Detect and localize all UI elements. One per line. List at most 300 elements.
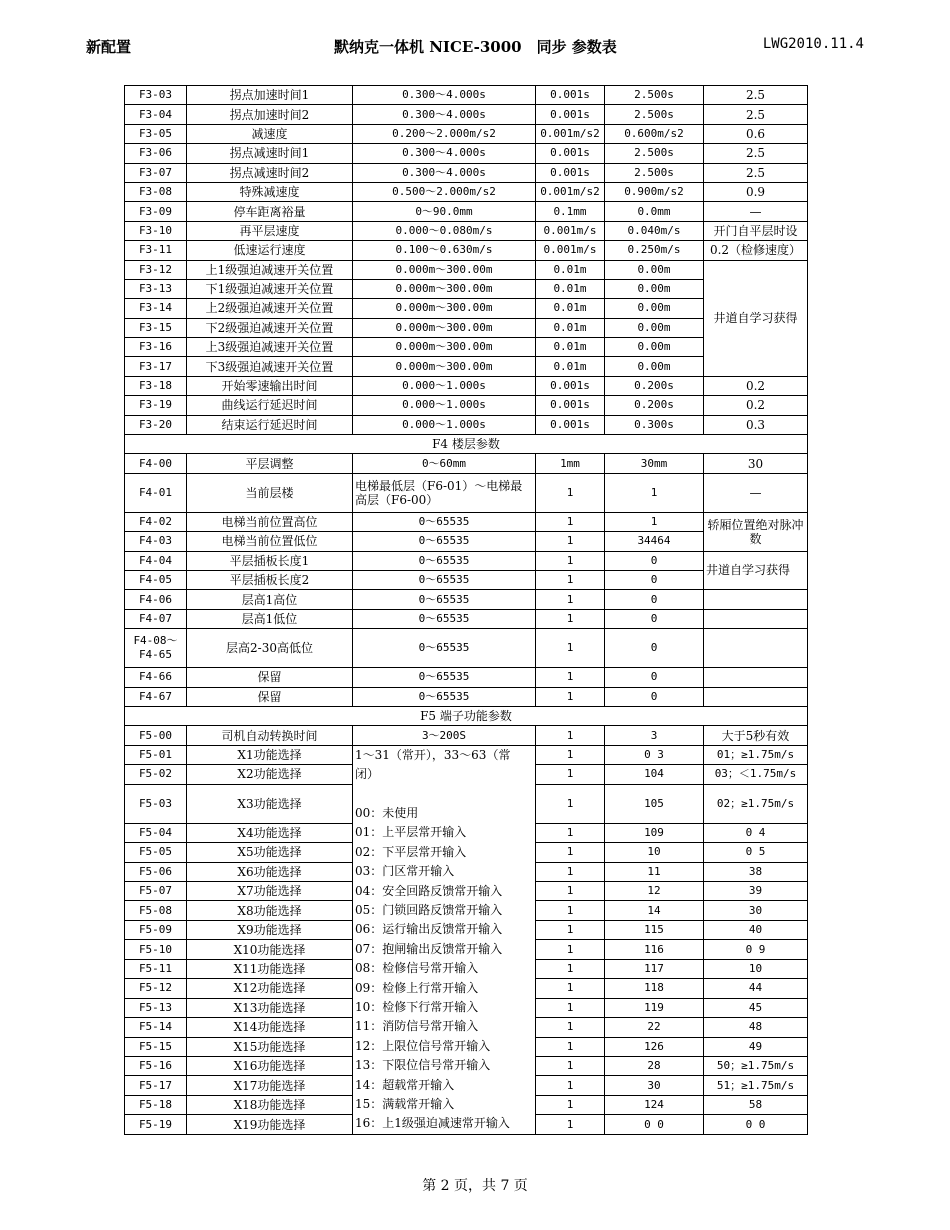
param-unit: 1 <box>536 609 605 628</box>
param-range: 0～65535 <box>353 512 536 531</box>
param-default: 126 <box>605 1037 704 1056</box>
param-default: 28 <box>605 1056 704 1075</box>
param-code: F4-08～ F4-65 <box>125 629 187 668</box>
table-row <box>125 396 808 415</box>
param-name: 停车距离裕量 <box>187 202 353 221</box>
param-code: F5-06 <box>125 862 187 881</box>
param-unit: 1 <box>536 687 605 706</box>
param-value: 大于5秒有效 <box>704 726 808 745</box>
param-unit: 0.001s <box>536 415 605 434</box>
param-unit: 1 <box>536 590 605 609</box>
param-unit: 0.001s <box>536 396 605 415</box>
param-range: 0～65535 <box>353 590 536 609</box>
param-name: 曲线运行延迟时间 <box>187 396 353 415</box>
param-code: F5-07 <box>125 882 187 901</box>
param-default: 104 <box>605 765 704 784</box>
param-default: 12 <box>605 882 704 901</box>
param-value: 0.6 <box>704 124 808 143</box>
param-range: 0.000～1.000s <box>353 396 536 415</box>
param-name: 平层插板长度1 <box>187 551 353 570</box>
param-name: X7功能选择 <box>187 882 353 901</box>
parameter-table <box>124 85 808 1135</box>
param-code: F3-05 <box>125 124 187 143</box>
section-title-f4: F4 楼层参数 <box>125 435 808 454</box>
param-name: 下1级强迫减速开关位置 <box>187 279 353 298</box>
param-unit: 0.001s <box>536 105 605 124</box>
param-unit: 1 <box>536 959 605 978</box>
table-row <box>125 376 808 395</box>
param-name: 保留 <box>187 668 353 687</box>
param-code: F5-11 <box>125 959 187 978</box>
param-default: 0.900m/s2 <box>605 182 704 201</box>
param-unit: 0.001m/s2 <box>536 124 605 143</box>
param-unit: 1 <box>536 843 605 862</box>
param-name: X3功能选择 <box>187 784 353 823</box>
param-unit: 1 <box>536 726 605 745</box>
param-unit: 0.001m/s <box>536 241 605 260</box>
section-title-f5: F5 端子功能参数 <box>125 706 808 725</box>
param-code: F3-13 <box>125 279 187 298</box>
param-code: F3-16 <box>125 338 187 357</box>
param-default: 117 <box>605 959 704 978</box>
param-code: F4-67 <box>125 687 187 706</box>
param-value: 2.5 <box>704 144 808 163</box>
param-default: 0 <box>605 609 704 628</box>
param-value: 2.5 <box>704 86 808 105</box>
param-name: 拐点减速时间1 <box>187 144 353 163</box>
param-default: 118 <box>605 979 704 998</box>
param-unit: 0.001s <box>536 376 605 395</box>
param-default: 0.00m <box>605 299 704 318</box>
param-code: F5-18 <box>125 1095 187 1114</box>
header-center-title: 默纳克一体机 NICE-3000 同步 参数表 <box>334 38 617 56</box>
param-range: 0.000～1.000s <box>353 376 536 395</box>
param-code: F5-13 <box>125 998 187 1017</box>
param-value: 51；≥1.75m/s <box>704 1076 808 1095</box>
table-row <box>125 163 808 182</box>
section-row <box>125 435 808 454</box>
param-unit: 0.01m <box>536 260 605 279</box>
param-code: F3-17 <box>125 357 187 376</box>
param-unit: 1 <box>536 629 605 668</box>
param-code: F4-04 <box>125 551 187 570</box>
param-value <box>704 590 808 609</box>
param-name: X6功能选择 <box>187 862 353 881</box>
param-unit: 1 <box>536 998 605 1017</box>
param-default: 10 <box>605 843 704 862</box>
param-default: 0 <box>605 551 704 570</box>
param-name: 拐点加速时间1 <box>187 86 353 105</box>
param-unit: 1 <box>536 784 605 823</box>
param-value: 30 <box>704 901 808 920</box>
param-code: F5-15 <box>125 1037 187 1056</box>
param-unit: 0.001s <box>536 144 605 163</box>
param-value: 2.5 <box>704 163 808 182</box>
table-row <box>125 629 808 668</box>
param-name: 平层调整 <box>187 454 353 473</box>
table-row <box>125 668 808 687</box>
param-value <box>704 668 808 687</box>
param-code: F4-03 <box>125 532 187 551</box>
param-default: 105 <box>605 784 704 823</box>
param-name: X18功能选择 <box>187 1095 353 1114</box>
param-unit: 1 <box>536 1076 605 1095</box>
param-unit: 0.01m <box>536 338 605 357</box>
param-code: F3-20 <box>125 415 187 434</box>
param-value: 30 <box>704 454 808 473</box>
param-code: F5-01 <box>125 745 187 764</box>
param-default: 0.200s <box>605 376 704 395</box>
param-default: 3 <box>605 726 704 745</box>
table-row <box>125 144 808 163</box>
param-name: X10功能选择 <box>187 940 353 959</box>
param-unit: 1 <box>536 901 605 920</box>
param-code: F3-08 <box>125 182 187 201</box>
param-range: 0.000m～300.00m <box>353 279 536 298</box>
param-default: 0 <box>605 668 704 687</box>
param-code: F4-02 <box>125 512 187 531</box>
param-name: X8功能选择 <box>187 901 353 920</box>
param-unit: 1 <box>536 551 605 570</box>
param-value: 2.5 <box>704 105 808 124</box>
param-name: 保留 <box>187 687 353 706</box>
param-unit: 1 <box>536 512 605 531</box>
param-default: 109 <box>605 823 704 842</box>
param-code: F3-14 <box>125 299 187 318</box>
param-unit: 0.001s <box>536 86 605 105</box>
param-value: 0.2（检修速度） <box>704 241 808 260</box>
param-name: 减速度 <box>187 124 353 143</box>
table-row <box>125 415 808 434</box>
param-value: 48 <box>704 1018 808 1037</box>
param-default: 0.600m/s2 <box>605 124 704 143</box>
param-unit: 0.001m/s <box>536 221 605 240</box>
param-range: 0～60mm <box>353 454 536 473</box>
param-default: 0.0mm <box>605 202 704 221</box>
param-unit: 0.1mm <box>536 202 605 221</box>
param-unit: 0.01m <box>536 318 605 337</box>
param-range: 0.300～4.000s <box>353 163 536 182</box>
param-name: 上3级强迫减速开关位置 <box>187 338 353 357</box>
param-default: 1 <box>605 473 704 512</box>
param-name: 结束运行延迟时间 <box>187 415 353 434</box>
param-default: 2.500s <box>605 144 704 163</box>
param-range: 0～65535 <box>353 570 536 589</box>
param-unit: 1 <box>536 862 605 881</box>
param-unit: 1 <box>536 1018 605 1037</box>
param-unit: 1mm <box>536 454 605 473</box>
param-name: 拐点减速时间2 <box>187 163 353 182</box>
param-range: 0.000m～300.00m <box>353 338 536 357</box>
param-unit: 1 <box>536 1056 605 1075</box>
param-range: 0.200～2.000m/s2 <box>353 124 536 143</box>
table-row <box>125 182 808 201</box>
param-name: 司机自动转换时间 <box>187 726 353 745</box>
param-value: 10 <box>704 959 808 978</box>
param-unit: 1 <box>536 979 605 998</box>
param-code: F3-12 <box>125 260 187 279</box>
param-name: 层高1低位 <box>187 609 353 628</box>
page-footer: 第 2 页，共 7 页 <box>422 1178 528 1194</box>
param-unit: 1 <box>536 1095 605 1114</box>
param-range: 0.000～0.080m/s <box>353 221 536 240</box>
param-name: 特殊减速度 <box>187 182 353 201</box>
param-unit: 1 <box>536 570 605 589</box>
param-range: 0.300～4.000s <box>353 144 536 163</box>
param-value: 0 0 <box>704 1115 808 1135</box>
param-name: 电梯当前位置高位 <box>187 512 353 531</box>
param-unit: 1 <box>536 765 605 784</box>
param-value: 0 4 <box>704 823 808 842</box>
param-default: 2.500s <box>605 105 704 124</box>
table-row <box>125 241 808 260</box>
param-unit: 1 <box>536 668 605 687</box>
param-code: F5-04 <box>125 823 187 842</box>
param-value: 03；＜1.75m/s <box>704 765 808 784</box>
param-code: F3-09 <box>125 202 187 221</box>
param-default: 1 <box>605 512 704 531</box>
param-name: 开始零速输出时间 <box>187 376 353 395</box>
param-value <box>704 629 808 668</box>
force-switch-note: 井道自学习获得 <box>704 260 808 376</box>
param-range: 0.000m～300.00m <box>353 318 536 337</box>
param-default: 0.00m <box>605 318 704 337</box>
param-range: 0.000～1.000s <box>353 415 536 434</box>
param-range: 0～65535 <box>353 609 536 628</box>
table-row <box>125 473 808 512</box>
param-default: 2.500s <box>605 163 704 182</box>
param-code: F5-08 <box>125 901 187 920</box>
param-name: 下3级强迫减速开关位置 <box>187 357 353 376</box>
table-row <box>125 726 808 745</box>
param-unit: 0.01m <box>536 279 605 298</box>
param-range: 0～65535 <box>353 532 536 551</box>
param-name: X5功能选择 <box>187 843 353 862</box>
param-code: F3-07 <box>125 163 187 182</box>
param-name: X12功能选择 <box>187 979 353 998</box>
table-row <box>125 609 808 628</box>
param-code: F3-18 <box>125 376 187 395</box>
param-value: 49 <box>704 1037 808 1056</box>
param-name: X15功能选择 <box>187 1037 353 1056</box>
param-code: F3-04 <box>125 105 187 124</box>
param-default: 14 <box>605 901 704 920</box>
param-range: 0～90.0mm <box>353 202 536 221</box>
param-value: — <box>704 202 808 221</box>
table-row <box>125 512 808 531</box>
param-unit: 0.01m <box>536 357 605 376</box>
param-name: 层高1高位 <box>187 590 353 609</box>
param-name: X1功能选择 <box>187 745 353 764</box>
param-unit: 1 <box>536 940 605 959</box>
param-unit: 1 <box>536 745 605 764</box>
param-value <box>704 687 808 706</box>
param-name: X17功能选择 <box>187 1076 353 1095</box>
param-value: 40 <box>704 920 808 939</box>
param-range: 0.300～4.000s <box>353 105 536 124</box>
param-default: 0 <box>605 570 704 589</box>
param-default: 115 <box>605 920 704 939</box>
param-unit: 1 <box>536 532 605 551</box>
param-name: 上1级强迫减速开关位置 <box>187 260 353 279</box>
param-code: F3-11 <box>125 241 187 260</box>
param-default: 116 <box>605 940 704 959</box>
param-name: X2功能选择 <box>187 765 353 784</box>
param-range: 0～65535 <box>353 687 536 706</box>
param-code: F5-05 <box>125 843 187 862</box>
param-value <box>704 609 808 628</box>
param-range: 0～65535 <box>353 551 536 570</box>
param-range: 0～65535 <box>353 629 536 668</box>
param-default: 34464 <box>605 532 704 551</box>
param-unit: 1 <box>536 1115 605 1135</box>
param-code: F3-19 <box>125 396 187 415</box>
param-default: 0.00m <box>605 338 704 357</box>
param-default: 119 <box>605 998 704 1017</box>
param-default: 2.500s <box>605 86 704 105</box>
param-name: 平层插板长度2 <box>187 570 353 589</box>
param-unit: 0.001s <box>536 163 605 182</box>
table-row <box>125 590 808 609</box>
param-default: 22 <box>605 1018 704 1037</box>
param-code: F5-16 <box>125 1056 187 1075</box>
param-range: 电梯最低层（F6-01）～电梯最高层（F6-00） <box>353 473 536 512</box>
param-value: 02；≥1.75m/s <box>704 784 808 823</box>
param-unit: 0.01m <box>536 299 605 318</box>
param-range: 0.000m～300.00m <box>353 357 536 376</box>
param-code: F3-10 <box>125 221 187 240</box>
param-value: 0 9 <box>704 940 808 959</box>
param-default: 0 <box>605 590 704 609</box>
plate-note: 井道自学习获得 <box>704 551 808 590</box>
param-name: X11功能选择 <box>187 959 353 978</box>
param-default: 11 <box>605 862 704 881</box>
param-code: F5-19 <box>125 1115 187 1135</box>
param-range: 0.500～2.000m/s2 <box>353 182 536 201</box>
table-row <box>125 124 808 143</box>
param-name: X9功能选择 <box>187 920 353 939</box>
param-range: 0.000m～300.00m <box>353 260 536 279</box>
f5-range-description: 1～31（常开），33～63（常闭） 00：未使用 01：上平层常开输入 02：下平层常开输入 03：门区常开输入 04：安全回路反馈常开输入 05：门锁回路反馈常开输入 06：运行输出反馈常开输入 07：抱闸输出反馈常开输入 08：检修信号常开输入 09：检修上行常开输入 10：检修下行常开输入 11：消防信号常开输入 12：上限位信号常开输入 13：下限位信号常开输入 14：超载常开输入 15：满载常开输入 16：上1级强迫减速常开输入 <box>353 745 536 1134</box>
param-code: F4-66 <box>125 668 187 687</box>
param-code: F4-07 <box>125 609 187 628</box>
param-name: 上2级强迫减速开关位置 <box>187 299 353 318</box>
param-default: 30 <box>605 1076 704 1095</box>
param-value: 39 <box>704 882 808 901</box>
param-code: F3-06 <box>125 144 187 163</box>
param-range: 3～200S <box>353 726 536 745</box>
table-row <box>125 221 808 240</box>
header-version: LWG2010.11.4 <box>762 36 864 52</box>
table-row <box>125 202 808 221</box>
param-range: 0～65535 <box>353 668 536 687</box>
position-note: 轿厢位置绝对脉冲数 <box>704 512 808 551</box>
param-name: 电梯当前位置低位 <box>187 532 353 551</box>
param-name: 层高2-30高低位 <box>187 629 353 668</box>
table-row <box>125 551 808 570</box>
param-unit: 1 <box>536 473 605 512</box>
table-row <box>125 260 808 279</box>
table-row <box>125 687 808 706</box>
param-default: 0 <box>605 629 704 668</box>
param-value: — <box>704 473 808 512</box>
param-name: 拐点加速时间2 <box>187 105 353 124</box>
param-name: 当前层楼 <box>187 473 353 512</box>
table-row <box>125 745 808 764</box>
param-code: F5-14 <box>125 1018 187 1037</box>
param-unit: 1 <box>536 920 605 939</box>
param-default: 0.250m/s <box>605 241 704 260</box>
param-default: 0 0 <box>605 1115 704 1135</box>
param-range: 0.000m～300.00m <box>353 299 536 318</box>
param-code: F3-03 <box>125 86 187 105</box>
param-range: 0.300～4.000s <box>353 86 536 105</box>
param-default: 0 <box>605 687 704 706</box>
param-code: F5-12 <box>125 979 187 998</box>
param-name: 再平层速度 <box>187 221 353 240</box>
table-row <box>125 86 808 105</box>
param-default: 0.040m/s <box>605 221 704 240</box>
param-code: F5-00 <box>125 726 187 745</box>
param-default: 30mm <box>605 454 704 473</box>
param-name: X13功能选择 <box>187 998 353 1017</box>
param-code: F5-17 <box>125 1076 187 1095</box>
param-value: 0.9 <box>704 182 808 201</box>
param-code: F5-03 <box>125 784 187 823</box>
param-default: 0.00m <box>605 260 704 279</box>
param-value: 0.3 <box>704 415 808 434</box>
param-default: 0.200s <box>605 396 704 415</box>
table-row <box>125 105 808 124</box>
param-code: F5-02 <box>125 765 187 784</box>
param-code: F4-01 <box>125 473 187 512</box>
param-value: 50；≥1.75m/s <box>704 1056 808 1075</box>
param-unit: 1 <box>536 882 605 901</box>
param-value: 44 <box>704 979 808 998</box>
param-name: 低速运行速度 <box>187 241 353 260</box>
param-value: 45 <box>704 998 808 1017</box>
param-value: 58 <box>704 1095 808 1114</box>
param-default: 0.300s <box>605 415 704 434</box>
param-default: 0.00m <box>605 279 704 298</box>
param-range: 0.100～0.630m/s <box>353 241 536 260</box>
param-unit: 1 <box>536 1037 605 1056</box>
param-unit: 1 <box>536 823 605 842</box>
param-value: 38 <box>704 862 808 881</box>
param-code: F5-10 <box>125 940 187 959</box>
section-row <box>125 706 808 725</box>
param-code: F4-00 <box>125 454 187 473</box>
param-code: F4-05 <box>125 570 187 589</box>
header-left-title: 新配置 <box>86 38 132 56</box>
table-row <box>125 454 808 473</box>
param-name: X14功能选择 <box>187 1018 353 1037</box>
param-name: X4功能选择 <box>187 823 353 842</box>
param-unit: 0.001m/s2 <box>536 182 605 201</box>
param-name: X19功能选择 <box>187 1115 353 1135</box>
param-value: 0.2 <box>704 396 808 415</box>
param-value: 0 5 <box>704 843 808 862</box>
param-default: 124 <box>605 1095 704 1114</box>
param-name: 下2级强迫减速开关位置 <box>187 318 353 337</box>
param-value: 开门自平层时设 <box>704 221 808 240</box>
param-name: X16功能选择 <box>187 1056 353 1075</box>
param-code: F4-06 <box>125 590 187 609</box>
param-value: 01；≥1.75m/s <box>704 745 808 764</box>
param-default: 0 3 <box>605 745 704 764</box>
param-code: F3-15 <box>125 318 187 337</box>
param-value: 0.2 <box>704 376 808 395</box>
